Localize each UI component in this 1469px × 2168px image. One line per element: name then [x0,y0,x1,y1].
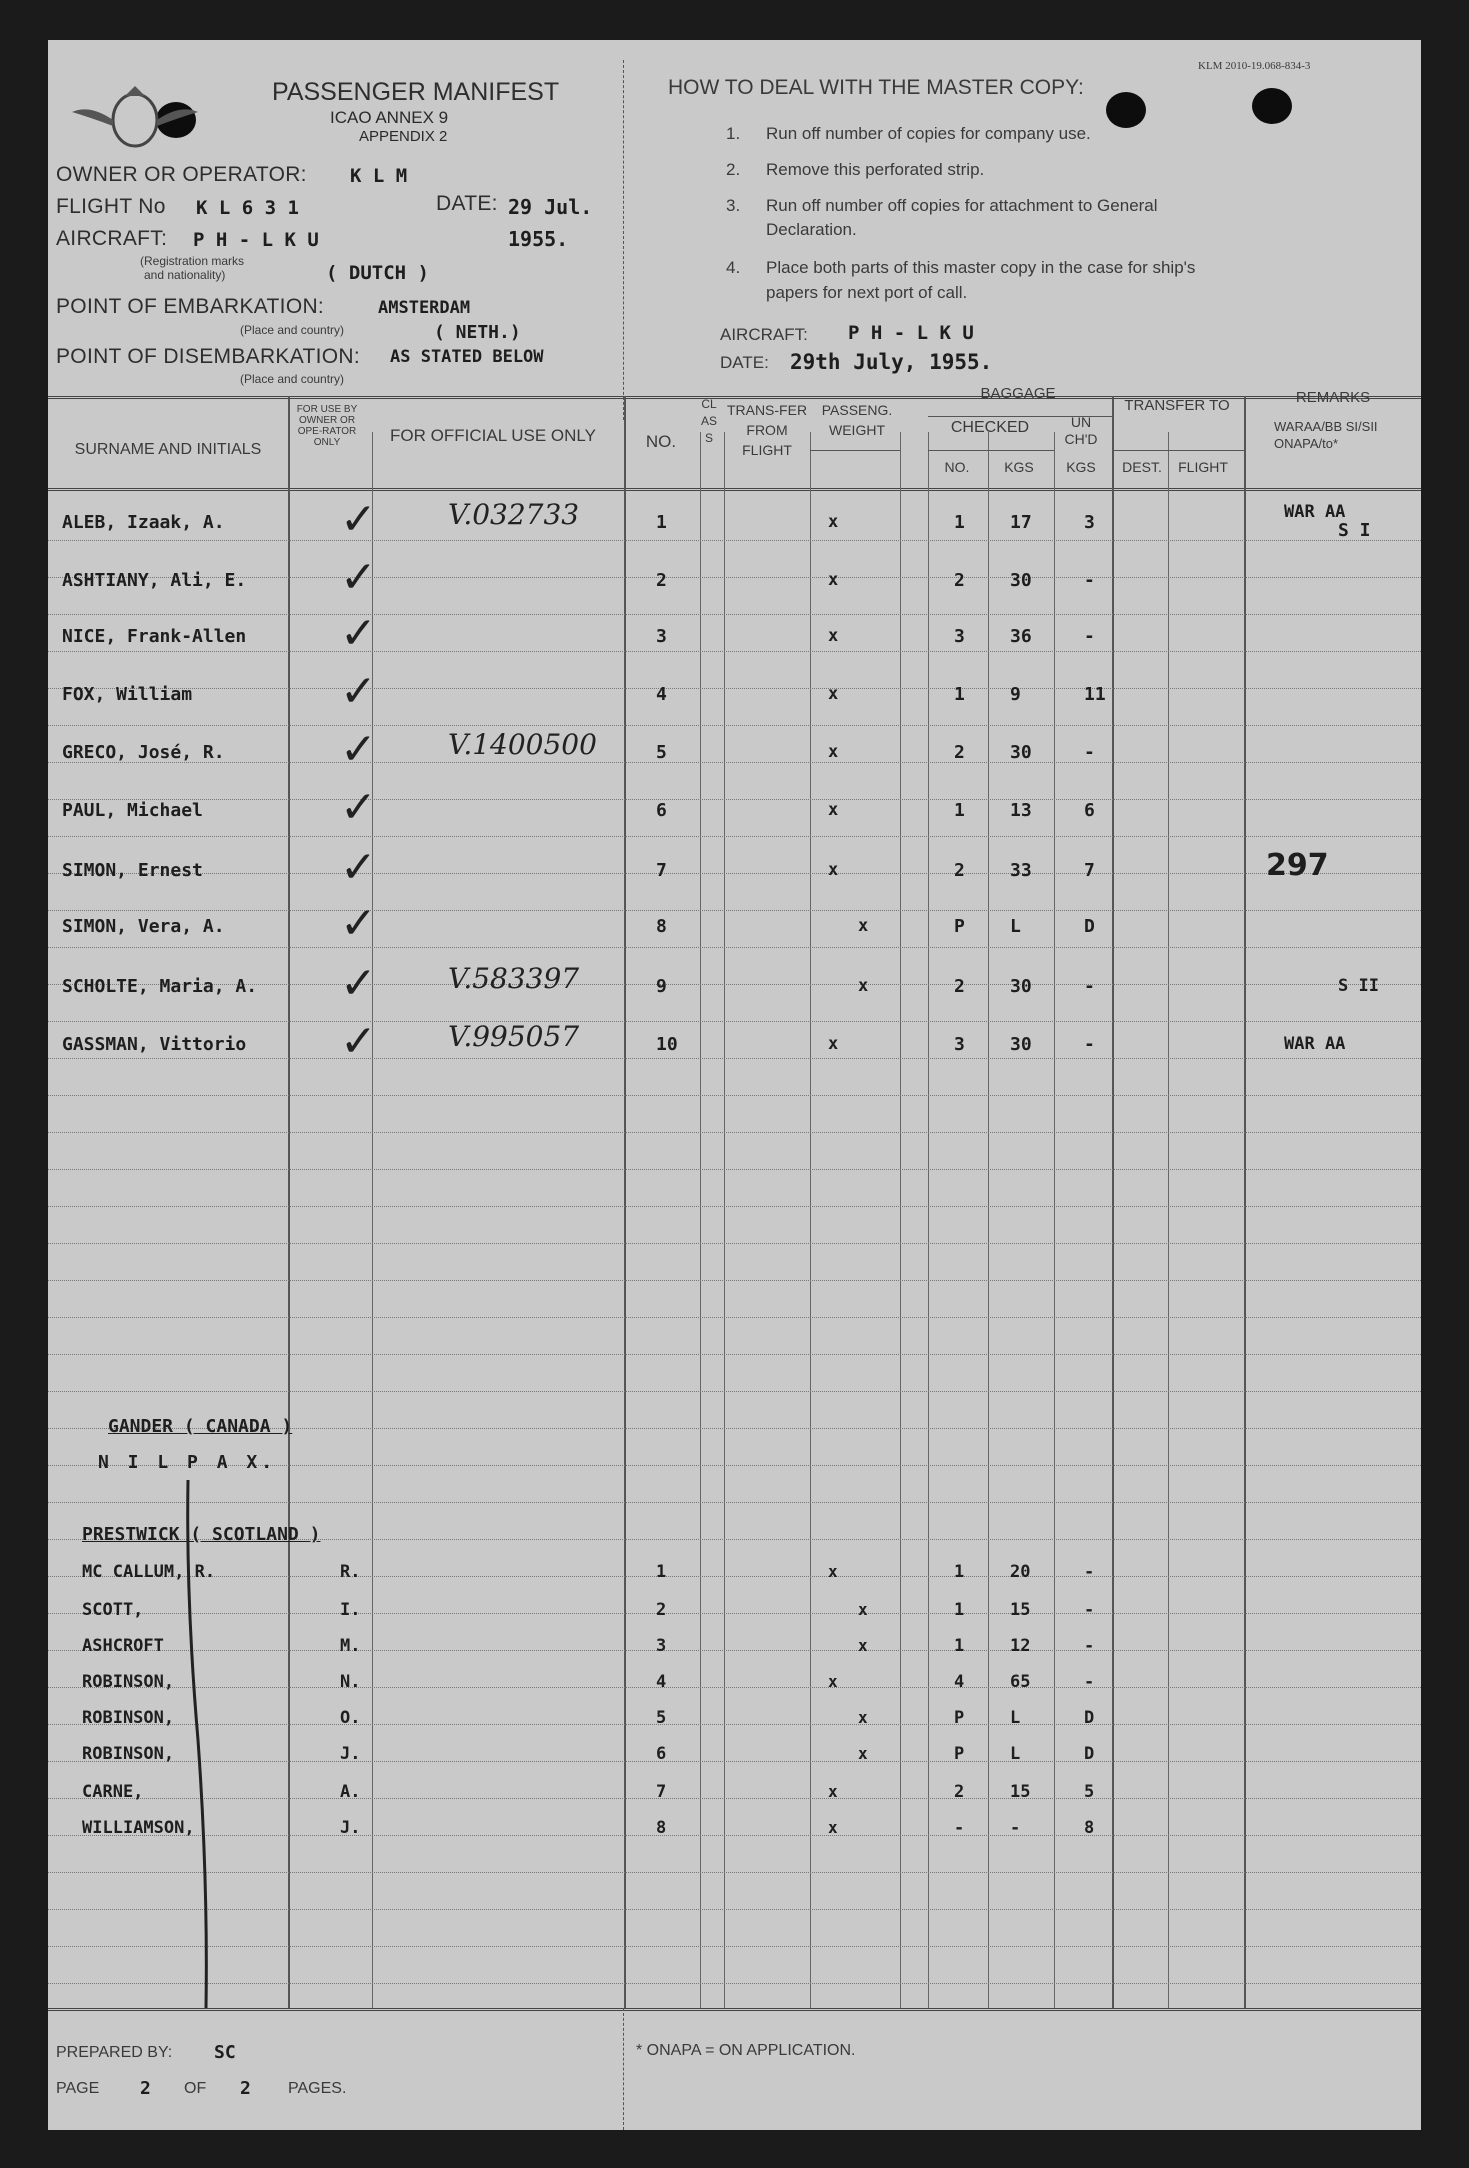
instruction-number: 4. [726,258,741,277]
instruction-text: Declaration. [766,220,857,239]
baggage-count: 1 [954,512,965,533]
unchecked-kgs: - [1084,626,1095,647]
column-line [1244,396,1246,2008]
passenger-number: 3 [656,1636,667,1656]
header-subrule [928,450,1054,451]
baggage-kgs: 30 [1010,976,1032,997]
passenger-name: PAUL, Michael [62,800,203,821]
passenger-number: 1 [656,512,667,533]
passenger-name: ASHTIANY, Ali, E. [62,570,247,591]
baggage-kgs: 13 [1010,800,1032,821]
unchecked-kgs: D [1084,916,1095,937]
passenger-initial: J. [340,1744,361,1764]
pages-label: PAGES. [288,2080,347,2097]
date-label: DATE: [720,353,769,372]
row-line [48,1058,1421,1059]
check-mark-icon: ✓ [340,958,377,1009]
row-line [48,1576,1421,1577]
col-unchecked-kgs: KGS [1066,459,1096,475]
row-line [48,947,1421,948]
unchecked-kgs: D [1084,1708,1095,1728]
class-mark: x [828,1562,838,1581]
col-unchecked: UN CH'D [1064,414,1098,447]
disembarkation-value: AS STATED BELOW [390,347,544,367]
row-line [48,1391,1421,1392]
col-no: NO. [645,432,677,451]
col-owner-use: FOR USE BY OWNER OR OPE-RATOR ONLY [296,404,358,448]
aircraft-label: AIRCRAFT: [720,325,808,344]
owner-value: K L M [350,165,408,187]
date-value: 29 Jul. [508,195,593,219]
form-subtitle: APPENDIX 2 [359,128,448,145]
footer-separator [623,2008,624,2130]
header-subrule [810,450,900,451]
column-line [288,396,290,2008]
passenger-name: ROBINSON, [82,1708,175,1728]
instruction-text: papers for next port of call. [766,283,968,302]
passenger-name: ROBINSON, [82,1744,175,1764]
official-number: V.032733 [448,498,580,531]
date-label: DATE: [436,192,498,215]
col-checked-kgs: KGS [1004,459,1034,475]
class-mark: x [858,1744,868,1763]
column-line [810,432,811,2008]
class-mark: x [828,860,839,880]
disembarkation-label: POINT OF DISEMBARKATION: [56,345,360,368]
passenger-number: 4 [656,1672,667,1692]
form-title: PASSENGER MANIFEST [272,78,560,106]
passenger-number: 7 [656,860,667,881]
header-separator [623,60,624,420]
baggage-kgs: 30 [1010,570,1032,591]
baggage-count: 1 [954,1600,965,1620]
header-subrule [1112,450,1244,451]
class-mark: x [858,916,869,936]
class-mark: x [828,1672,838,1691]
remark-class: S I [1338,520,1371,541]
col-surname: SURNAME AND INITIALS [74,441,262,458]
baggage-kgs: 30 [1010,1034,1032,1055]
row-line [48,1724,1421,1725]
passenger-name: ASHCROFT [82,1636,164,1656]
baggage-kgs: 17 [1010,512,1032,533]
passenger-number: 5 [656,742,667,763]
class-mark: x [828,570,839,590]
row-line [48,1354,1421,1355]
baggage-count: 1 [954,800,965,821]
baggage-count: 1 [954,684,965,705]
passenger-number: 1 [656,1562,667,1582]
passenger-number: 4 [656,684,667,705]
baggage-count: 2 [954,742,965,763]
official-number: V.583397 [448,962,580,995]
baggage-kgs: 12 [1010,1636,1031,1656]
baggage-count: 3 [954,626,965,647]
check-mark-icon: ✓ [340,782,377,833]
baggage-kgs: - [1010,1818,1021,1838]
baggage-kgs: 15 [1010,1600,1031,1620]
passenger-number: 2 [656,570,667,591]
passenger-name: FOX, William [62,684,193,705]
unchecked-kgs: - [1084,1672,1095,1692]
passenger-number: 3 [656,626,667,647]
instruction-text: Run off number of copies for company use. [766,124,1091,143]
remark: WAR AA [1284,1034,1346,1054]
col-passenger-weight: PASSENG. WEIGHT [821,402,893,438]
passenger-number: 10 [656,1034,678,1055]
aircraft-value: P H - L K U [193,229,319,251]
passenger-number: 6 [656,800,667,821]
class-mark: x [858,1708,868,1727]
nil-pax: N I L P A X. [98,1452,277,1473]
column-line [1168,432,1169,2008]
unchecked-kgs: - [1084,742,1095,763]
row-line [48,873,1421,874]
class-mark: x [828,742,839,762]
passenger-number: 6 [656,1744,667,1764]
passenger-initial: M. [340,1636,361,1656]
class-mark: x [858,1600,868,1619]
of-label: OF [184,2080,207,2097]
baggage-count: 1 [954,1636,965,1656]
page-number: 2 [140,2078,151,2099]
passenger-name: SIMON, Vera, A. [62,916,225,937]
row-line [48,540,1421,541]
check-mark-icon: ✓ [340,666,377,717]
baggage-count: 2 [954,570,965,591]
prepared-label: PREPARED BY: [56,2044,173,2061]
baggage-kgs: 33 [1010,860,1032,881]
column-line [900,432,901,2008]
passenger-initial: O. [340,1708,361,1728]
punch-hole [1106,92,1146,128]
class-mark: x [858,1636,868,1655]
baggage-kgs: 36 [1010,626,1032,647]
instruction-text: Run off number off copies for attachment to General [766,196,1158,215]
unchecked-kgs: - [1084,1034,1095,1055]
check-mark-icon: ✓ [340,552,377,603]
date-value: 29th July, 1955. [790,350,993,374]
row-line [48,1835,1421,1836]
baggage-count: P [954,1744,965,1764]
flight-label: FLIGHT No [56,195,166,218]
baggage-count: 2 [954,976,965,997]
nationality-value: ( DUTCH ) [326,262,429,284]
unchecked-kgs: D [1084,1744,1095,1764]
instruction-text: Place both parts of this master copy in the case for ship's [766,258,1196,277]
baggage-kgs: 30 [1010,742,1032,763]
col-dest: DEST. [1122,459,1162,475]
baggage-count: 1 [954,1562,965,1582]
column-line [928,432,929,2008]
table-header-rule [48,488,1421,491]
passenger-name: NICE, Frank-Allen [62,626,247,647]
place-note: (Place and country) [240,372,345,386]
passenger-name: SCHOLTE, Maria, A. [62,976,258,997]
baggage-kgs: 65 [1010,1672,1031,1692]
class-mark: x [828,1818,838,1837]
row-line [48,1169,1421,1170]
form-subtitle: ICAO ANNEX 9 [330,108,449,127]
passenger-name: MC CALLUM, R. [82,1562,216,1582]
prestwick-section-title: PRESTWICK ( SCOTLAND ) [82,1524,321,1545]
unchecked-kgs: 5 [1084,1782,1095,1802]
unchecked-kgs: 7 [1084,860,1095,881]
punch-hole [1252,88,1292,124]
check-mark-icon: ✓ [340,724,377,775]
row-line [48,762,1421,763]
row-line [48,1132,1421,1133]
passenger-name: GASSMAN, Vittorio [62,1034,247,1055]
row-line [48,1983,1421,1984]
baggage-count: 2 [954,860,965,881]
embarkation-value: AMSTERDAM [378,298,471,318]
baggage-count: 3 [954,1034,965,1055]
row-line [48,577,1421,578]
passenger-name: SIMON, Ernest [62,860,203,881]
row-line [48,1872,1421,1873]
manifest-sheet [48,40,1421,2130]
row-line [48,1243,1421,1244]
onapa-note: * ONAPA = ON APPLICATION. [636,2042,856,2059]
passenger-initial: R. [340,1562,361,1582]
column-line [700,432,701,2008]
passenger-number: 2 [656,1600,667,1620]
page-label: PAGE [56,2080,100,2097]
passenger-number: 8 [656,1818,667,1838]
passenger-initial: N. [340,1672,361,1692]
class-mark: x [828,1034,839,1054]
official-number: V.995057 [448,1020,580,1053]
passenger-number: 8 [656,916,667,937]
col-remarks: REMARKS [1295,389,1371,406]
instruction-number: 2. [726,160,741,179]
baggage-kgs: 15 [1010,1782,1031,1802]
baggage-count: 4 [954,1672,965,1692]
aircraft-label: AIRCRAFT: [56,227,168,250]
column-line [724,432,725,2008]
row-line [48,688,1421,689]
unchecked-kgs: - [1084,1600,1095,1620]
col-checked-no: NO. [944,459,970,475]
row-line [48,836,1421,837]
prepared-value: SC [214,2042,236,2063]
passenger-name: WILLIAMSON, [82,1818,195,1838]
klm-wings-logo-icon [70,82,200,152]
class-mark: x [828,512,839,532]
baggage-count: P [954,916,965,937]
unchecked-kgs: - [1084,1636,1095,1656]
class-mark: x [828,684,839,704]
instruction-number: 1. [726,124,741,143]
baggage-kgs: L [1010,916,1021,937]
registration-note: and nationality) [144,268,226,282]
passenger-initial: J. [340,1818,361,1838]
row-line [48,1021,1421,1022]
passenger-number: 7 [656,1782,667,1802]
col-class: CLASS [700,397,717,445]
baggage-kgs: 9 [1010,684,1021,705]
passenger-initial: I. [340,1600,361,1620]
table-bottom-rule [48,2008,1421,2011]
unchecked-kgs: - [1084,976,1095,997]
passenger-initial: A. [340,1782,361,1802]
row-line [48,1687,1421,1688]
official-number: V.1400500 [448,728,597,761]
column-line [988,432,989,2008]
row-line [48,1946,1421,1947]
remark: S II [1338,976,1379,996]
owner-label: OWNER OR OPERATOR: [56,163,307,186]
row-line [48,614,1421,615]
row-line [48,1798,1421,1799]
class-mark: x [828,800,839,820]
page-total: 2 [240,2078,251,2099]
col-flight: FLIGHT [1178,459,1228,475]
remark: WAR AA [1284,502,1346,522]
row-line [48,1206,1421,1207]
check-mark-icon: ✓ [340,608,377,659]
row-line [48,1280,1421,1281]
column-line [624,396,626,2008]
baggage-kgs: L [1010,1708,1021,1728]
row-line [48,651,1421,652]
check-mark-icon: ✓ [340,842,377,893]
unchecked-kgs: - [1084,570,1095,591]
unchecked-kgs: - [1084,1562,1095,1582]
col-baggage: BAGGAGE [980,385,1056,402]
row-line [48,1909,1421,1910]
instructions-title: HOW TO DEAL WITH THE MASTER COPY: [668,76,1084,99]
passenger-name: SCOTT, [82,1600,144,1620]
col-official-use: FOR OFFICIAL USE ONLY [390,426,596,445]
gander-section-title: GANDER ( CANADA ) [108,1416,293,1437]
baggage-count: P [954,1708,965,1728]
row-line [48,1650,1421,1651]
class-mark: x [828,626,839,646]
row-line [48,1095,1421,1096]
passenger-name: GRECO, José, R. [62,742,225,763]
column-line [1054,432,1055,2008]
passenger-name: ROBINSON, [82,1672,175,1692]
unchecked-kgs: 11 [1084,684,1106,705]
row-line [48,910,1421,911]
row-line [48,725,1421,726]
embarkation-country: ( NETH.) [434,322,521,343]
baggage-kgs: 20 [1010,1562,1031,1582]
column-line [1112,396,1114,2008]
row-line [48,1317,1421,1318]
check-mark-icon: ✓ [340,898,377,949]
row-line [48,1613,1421,1614]
class-mark: x [858,976,869,996]
passenger-name: ALEB, Izaak, A. [62,512,225,533]
flight-value: K L 6 3 1 [196,197,299,219]
place-note: (Place and country) [240,323,345,337]
col-checked: CHECKED [950,419,1030,436]
unchecked-kgs: 3 [1084,512,1095,533]
row-line [48,1502,1421,1503]
date-year: 1955. [508,227,569,251]
passenger-number: 5 [656,1708,667,1728]
baggage-count: - [954,1818,965,1838]
remark: 297 [1266,848,1329,883]
row-line [48,1761,1421,1762]
check-mark-icon: ✓ [340,494,377,545]
registration-note: (Registration marks [140,254,245,268]
unchecked-kgs: 6 [1084,800,1095,821]
aircraft-value: P H - L K U [848,322,974,344]
baggage-count: 2 [954,1782,965,1802]
check-mark-icon: ✓ [340,1016,377,1067]
baggage-kgs: L [1010,1744,1021,1764]
col-transfer-from: TRANS-FER FROM FLIGHT [726,402,808,458]
passenger-name: CARNE, [82,1782,144,1802]
instruction-number: 3. [726,196,741,215]
form-code: KLM 2010-19.068-834-3 [1198,60,1311,72]
pen-stroke [158,1480,218,2010]
embarkation-label: POINT OF EMBARKATION: [56,295,325,318]
col-transfer-to: TRANSFER TO [1124,397,1230,414]
instruction-text: Remove this perforated strip. [766,160,985,179]
class-mark: x [828,1782,838,1801]
unchecked-kgs: 8 [1084,1818,1095,1838]
row-line [48,799,1421,800]
passenger-number: 9 [656,976,667,997]
col-remarks-codes: WARAA/BB SI/SII ONAPA/to* [1274,419,1378,451]
